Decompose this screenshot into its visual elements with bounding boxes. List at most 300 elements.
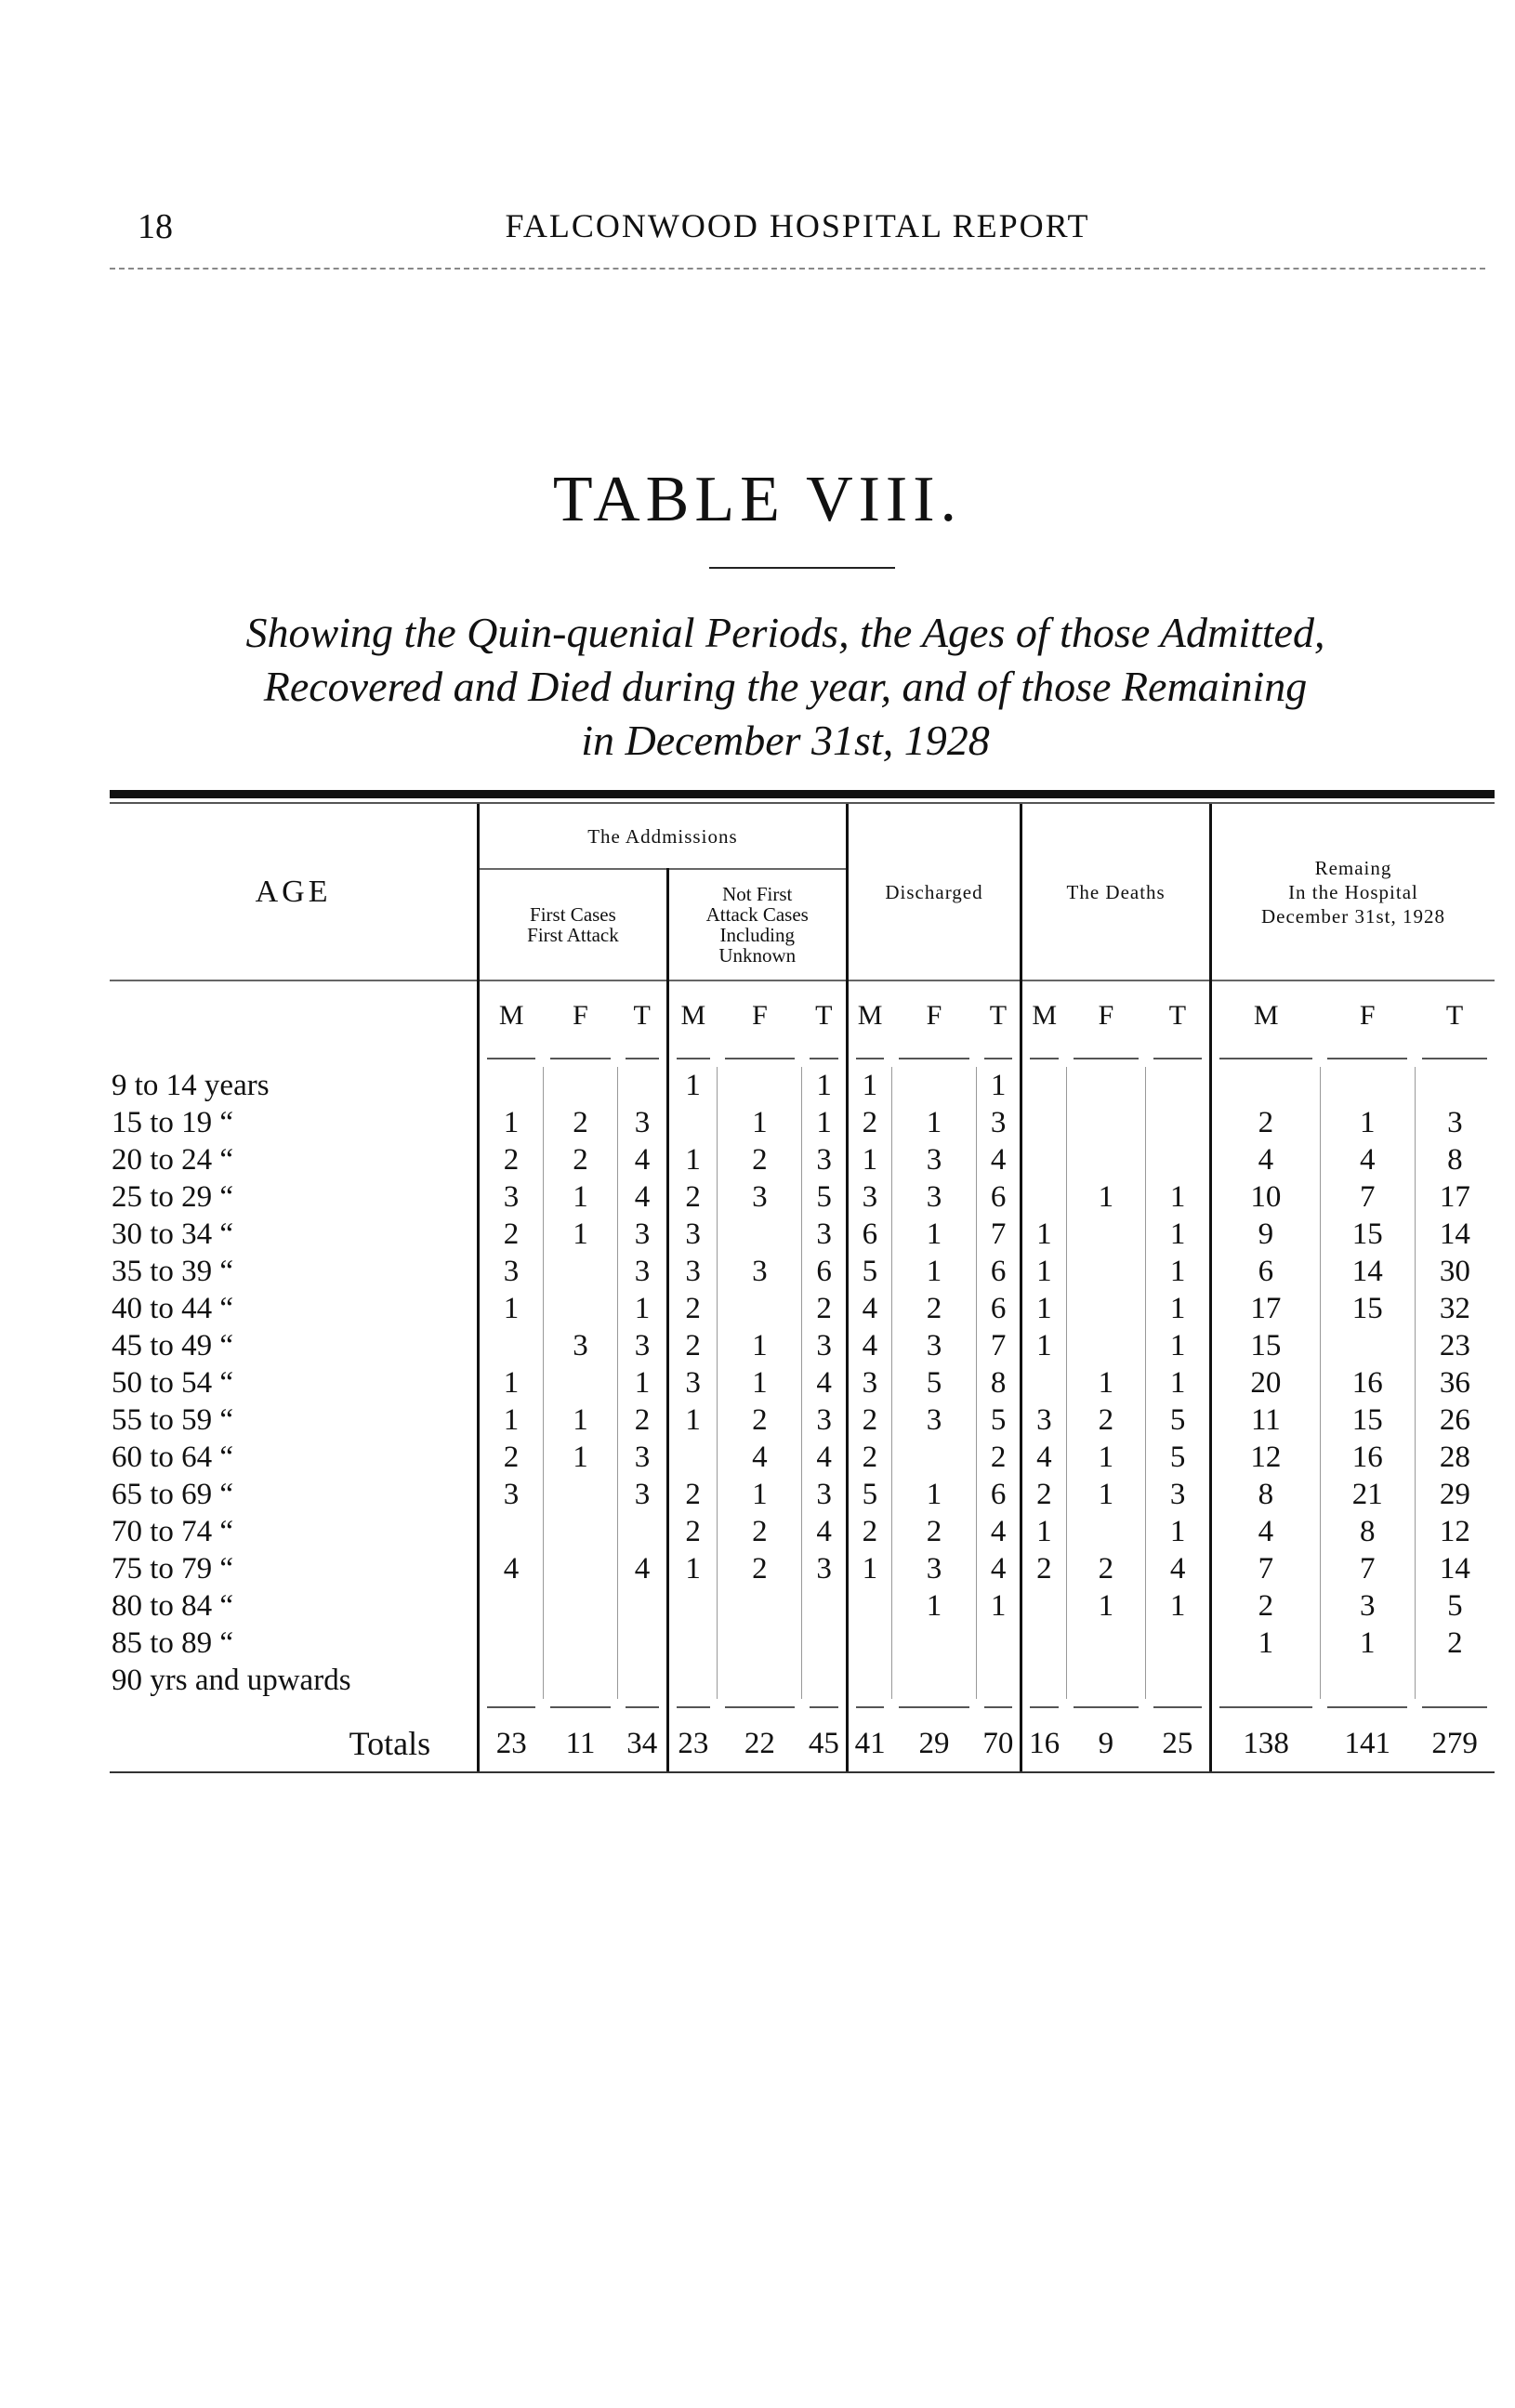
mft-label: T <box>618 980 668 1050</box>
count-cell: 1 <box>1066 1587 1146 1625</box>
count-cell <box>1021 1587 1066 1625</box>
dash <box>977 1050 1021 1067</box>
age-group-cell: 75 to 79 “ <box>112 1552 234 1586</box>
first-cases-header-line: First Attack <box>527 924 619 946</box>
count-cell <box>1066 1104 1146 1141</box>
dash <box>1210 1050 1320 1067</box>
count-cell: 9 <box>1210 1216 1320 1253</box>
total-cell: 25 <box>1162 1727 1193 1760</box>
count-cell <box>479 1625 544 1662</box>
count-cell <box>802 1662 847 1699</box>
count-cell: 28 <box>1415 1439 1495 1476</box>
count-cell: 1 <box>1021 1216 1066 1253</box>
count-cell: 3 <box>802 1141 847 1178</box>
count-cell: 1 <box>543 1178 617 1216</box>
page-number: 18 <box>138 207 173 246</box>
count-cell <box>667 1104 718 1141</box>
caption-line: Recovered and Died during the year, and of those Remaining <box>263 663 1308 710</box>
total-cell: 34 <box>626 1727 658 1760</box>
count-cell: 3 <box>802 1327 847 1364</box>
count-cell: 6 <box>1210 1253 1320 1290</box>
count-cell <box>1021 1067 1066 1104</box>
total-cell: 22 <box>744 1727 775 1760</box>
mft-label: T <box>1415 980 1495 1050</box>
count-cell: 1 <box>847 1141 891 1178</box>
dash <box>543 1699 617 1716</box>
count-cell: 2 <box>847 1439 891 1476</box>
count-cell: 4 <box>479 1550 544 1587</box>
table-row <box>110 1104 1495 1141</box>
age-group-cell: 90 yrs and upwards <box>112 1664 351 1697</box>
mft-label: T <box>977 980 1021 1050</box>
count-cell: 5 <box>847 1476 891 1513</box>
count-cell <box>802 1587 847 1625</box>
count-cell: 2 <box>667 1178 718 1216</box>
table-row <box>110 1439 1495 1476</box>
count-cell: 1 <box>1021 1290 1066 1327</box>
age-group-cell: 50 to 54 “ <box>112 1366 234 1400</box>
header-dash-row <box>110 1050 1495 1067</box>
dash <box>543 1050 617 1067</box>
admissions-header: The Addmissions <box>479 804 848 869</box>
count-cell: 2 <box>1066 1550 1146 1587</box>
count-cell <box>543 1067 617 1104</box>
dash <box>667 1050 718 1067</box>
count-cell <box>718 1625 802 1662</box>
count-cell <box>1320 1327 1415 1364</box>
count-cell: 6 <box>847 1216 891 1253</box>
count-cell: 3 <box>479 1253 544 1290</box>
mft-label: M <box>479 980 544 1050</box>
count-cell: 2 <box>1021 1476 1066 1513</box>
count-cell: 4 <box>977 1513 1021 1550</box>
dash <box>802 1699 847 1716</box>
count-cell: 1 <box>1066 1364 1146 1401</box>
running-head: FALCONWOOD HOSPITAL REPORT <box>505 207 1090 244</box>
count-cell: 1 <box>718 1476 802 1513</box>
count-cell <box>847 1625 891 1662</box>
count-cell: 4 <box>1021 1439 1066 1476</box>
count-cell: 1 <box>1146 1290 1211 1327</box>
total-cell: 16 <box>1021 1716 1066 1771</box>
count-cell: 2 <box>1066 1401 1146 1439</box>
mft-label: M <box>847 980 891 1050</box>
count-cell: 1 <box>1066 1439 1146 1476</box>
count-cell: 1 <box>1210 1625 1320 1662</box>
age-group-cell: 40 to 44 “ <box>112 1292 234 1325</box>
count-cell: 2 <box>1210 1587 1320 1625</box>
count-cell: 3 <box>667 1216 718 1253</box>
count-cell: 2 <box>667 1513 718 1550</box>
count-cell: 6 <box>802 1253 847 1290</box>
table-row <box>110 1662 1495 1699</box>
count-cell: 1 <box>1320 1625 1415 1662</box>
mft-label: M <box>667 980 718 1050</box>
count-cell: 3 <box>847 1178 891 1216</box>
count-cell <box>618 1513 668 1550</box>
count-cell <box>891 1662 976 1699</box>
count-cell <box>667 1587 718 1625</box>
count-cell: 4 <box>802 1364 847 1401</box>
deaths-header: The Deaths <box>1021 804 1211 980</box>
count-cell: 4 <box>1210 1141 1320 1178</box>
count-cell: 3 <box>543 1327 617 1364</box>
mft-label: M <box>1210 980 1320 1050</box>
total-cell: 41 <box>847 1716 891 1771</box>
header-divider <box>110 268 1485 270</box>
count-cell <box>1066 1625 1146 1662</box>
count-cell <box>479 1587 544 1625</box>
count-cell: 3 <box>802 1550 847 1587</box>
mft-label: T <box>1146 980 1211 1050</box>
table-row <box>110 1587 1495 1625</box>
total-cell: 70 <box>982 1727 1014 1760</box>
count-cell: 1 <box>543 1401 617 1439</box>
total-cell: 29 <box>918 1727 950 1760</box>
age-group-cell: 55 to 59 “ <box>112 1403 234 1437</box>
mft-label: M <box>1021 980 1066 1050</box>
count-cell: 3 <box>891 1401 976 1439</box>
count-cell <box>891 1439 976 1476</box>
count-cell: 1 <box>543 1216 617 1253</box>
count-cell: 2 <box>847 1401 891 1439</box>
table-row <box>110 1141 1495 1178</box>
count-cell: 1 <box>667 1141 718 1178</box>
total-cell: 279 <box>1431 1727 1478 1760</box>
count-cell: 5 <box>1146 1401 1211 1439</box>
count-cell: 1 <box>802 1104 847 1141</box>
count-cell: 5 <box>977 1401 1021 1439</box>
total-cell: 23 <box>479 1716 544 1771</box>
count-cell: 2 <box>718 1513 802 1550</box>
count-cell: 1 <box>667 1067 718 1104</box>
count-cell <box>543 1550 617 1587</box>
count-cell: 3 <box>618 1104 668 1141</box>
count-cell <box>977 1625 1021 1662</box>
count-cell: 4 <box>977 1141 1021 1178</box>
count-cell <box>1066 1513 1146 1550</box>
count-cell: 1 <box>718 1364 802 1401</box>
count-cell <box>1146 1067 1211 1104</box>
count-cell: 1 <box>1066 1178 1146 1216</box>
mft-header-row <box>110 980 1495 1050</box>
dash <box>891 1050 976 1067</box>
count-cell: 26 <box>1415 1401 1495 1439</box>
count-cell: 4 <box>977 1550 1021 1587</box>
table-row <box>110 1476 1495 1513</box>
count-cell: 2 <box>847 1513 891 1550</box>
count-cell: 4 <box>618 1141 668 1178</box>
dash <box>1146 1050 1211 1067</box>
count-cell <box>718 1290 802 1327</box>
count-cell: 3 <box>479 1178 544 1216</box>
count-cell <box>1066 1662 1146 1699</box>
count-cell: 15 <box>1320 1401 1415 1439</box>
count-cell: 2 <box>667 1476 718 1513</box>
count-cell: 1 <box>1146 1178 1211 1216</box>
count-cell <box>1146 1141 1211 1178</box>
dash <box>718 1699 802 1716</box>
dash <box>1210 1699 1320 1716</box>
statistics-table-container <box>110 790 1495 1773</box>
count-cell <box>1146 1625 1211 1662</box>
count-cell: 2 <box>618 1401 668 1439</box>
table-row <box>110 1216 1495 1253</box>
count-cell: 5 <box>1415 1587 1495 1625</box>
count-cell: 15 <box>1320 1290 1415 1327</box>
count-cell: 1 <box>1021 1513 1066 1550</box>
table-row <box>110 1625 1495 1662</box>
count-cell <box>667 1662 718 1699</box>
table-row <box>110 1327 1495 1364</box>
count-cell: 1 <box>543 1439 617 1476</box>
count-cell: 4 <box>802 1513 847 1550</box>
dash <box>718 1050 802 1067</box>
count-cell: 2 <box>1415 1625 1495 1662</box>
count-cell: 3 <box>479 1476 544 1513</box>
totals-dash-row <box>110 1699 1495 1716</box>
count-cell: 3 <box>618 1216 668 1253</box>
count-cell: 2 <box>977 1439 1021 1476</box>
count-cell: 6 <box>977 1253 1021 1290</box>
count-cell: 1 <box>1146 1327 1211 1364</box>
count-cell: 6 <box>977 1290 1021 1327</box>
count-cell: 4 <box>618 1178 668 1216</box>
age-group-cell: 70 to 74 “ <box>112 1515 234 1548</box>
count-cell <box>1066 1290 1146 1327</box>
count-cell <box>1066 1216 1146 1253</box>
not-first-header-line: Attack Cases <box>705 903 809 926</box>
count-cell: 1 <box>718 1104 802 1141</box>
not-first-header-line: Including <box>719 924 795 946</box>
first-cases-header-line: First Cases <box>530 903 616 926</box>
count-cell: 7 <box>977 1216 1021 1253</box>
count-cell: 3 <box>802 1476 847 1513</box>
count-cell <box>1066 1327 1146 1364</box>
mft-label: F <box>891 980 976 1050</box>
count-cell: 1 <box>1320 1104 1415 1141</box>
count-cell: 21 <box>1320 1476 1415 1513</box>
count-cell <box>479 1327 544 1364</box>
count-cell <box>847 1587 891 1625</box>
count-cell <box>618 1625 668 1662</box>
count-cell <box>479 1513 544 1550</box>
dash-blank <box>110 1699 479 1716</box>
count-cell: 16 <box>1320 1439 1415 1476</box>
total-cell: 45 <box>808 1727 839 1760</box>
age-group-cell: 85 to 89 “ <box>112 1626 234 1660</box>
count-cell <box>543 1662 617 1699</box>
count-cell <box>718 1587 802 1625</box>
count-cell <box>1415 1067 1495 1104</box>
count-cell: 1 <box>891 1104 976 1141</box>
count-cell: 5 <box>891 1364 976 1401</box>
total-cell: 9 <box>1098 1727 1114 1760</box>
count-cell: 14 <box>1320 1253 1415 1290</box>
mft-label: F <box>718 980 802 1050</box>
count-cell <box>543 1587 617 1625</box>
dash <box>802 1050 847 1067</box>
count-cell <box>891 1067 976 1104</box>
count-cell: 3 <box>718 1253 802 1290</box>
count-cell: 17 <box>1415 1178 1495 1216</box>
count-cell: 2 <box>718 1141 802 1178</box>
count-cell: 2 <box>718 1401 802 1439</box>
count-cell <box>543 1625 617 1662</box>
total-cell: 138 <box>1210 1716 1320 1771</box>
total-cell: 141 <box>1344 1727 1391 1760</box>
count-cell: 8 <box>1210 1476 1320 1513</box>
age-group-cell: 65 to 69 “ <box>112 1478 234 1511</box>
count-cell: 3 <box>891 1141 976 1178</box>
count-cell: 1 <box>618 1290 668 1327</box>
dash <box>1021 1050 1066 1067</box>
statistics-table <box>110 804 1495 1771</box>
count-cell: 7 <box>977 1327 1021 1364</box>
count-cell <box>618 1587 668 1625</box>
count-cell <box>1021 1662 1066 1699</box>
mft-label: F <box>543 980 617 1050</box>
count-cell: 1 <box>847 1550 891 1587</box>
count-cell: 5 <box>802 1178 847 1216</box>
remaining-header-line: Remaing <box>1314 856 1392 879</box>
count-cell <box>1021 1104 1066 1141</box>
count-cell: 2 <box>667 1290 718 1327</box>
count-cell <box>667 1439 718 1476</box>
count-cell <box>543 1364 617 1401</box>
count-cell <box>1320 1662 1415 1699</box>
count-cell: 10 <box>1210 1178 1320 1216</box>
count-cell: 2 <box>891 1290 976 1327</box>
count-cell: 1 <box>1146 1587 1211 1625</box>
count-cell <box>1021 1364 1066 1401</box>
table-row <box>110 1253 1495 1290</box>
dash <box>667 1699 718 1716</box>
count-cell: 2 <box>479 1141 544 1178</box>
count-cell <box>1210 1662 1320 1699</box>
count-cell: 17 <box>1210 1290 1320 1327</box>
dash <box>847 1699 891 1716</box>
count-cell: 3 <box>891 1178 976 1216</box>
count-cell <box>1146 1104 1211 1141</box>
count-cell: 3 <box>891 1327 976 1364</box>
count-cell: 2 <box>802 1290 847 1327</box>
count-cell: 2 <box>1021 1550 1066 1587</box>
count-cell: 29 <box>1415 1476 1495 1513</box>
count-cell: 2 <box>891 1513 976 1550</box>
count-cell: 1 <box>667 1550 718 1587</box>
count-cell <box>1066 1141 1146 1178</box>
count-cell: 1 <box>718 1327 802 1364</box>
count-cell <box>543 1253 617 1290</box>
count-cell: 4 <box>718 1439 802 1476</box>
count-cell: 1 <box>1021 1327 1066 1364</box>
count-cell: 5 <box>1146 1439 1211 1476</box>
dash <box>479 1050 544 1067</box>
dash <box>977 1699 1021 1716</box>
title-divider <box>709 567 895 569</box>
count-cell: 1 <box>479 1290 544 1327</box>
count-cell: 1 <box>847 1067 891 1104</box>
count-cell: 16 <box>1320 1364 1415 1401</box>
count-cell <box>891 1625 976 1662</box>
count-cell: 2 <box>479 1216 544 1253</box>
count-cell: 3 <box>977 1104 1021 1141</box>
not-first-attack-header <box>667 869 847 980</box>
page-header <box>110 206 1485 271</box>
table-title: TABLE VIII. <box>552 464 963 535</box>
count-cell: 3 <box>618 1439 668 1476</box>
table-top-rule <box>110 790 1495 798</box>
count-cell <box>1066 1067 1146 1104</box>
count-cell: 3 <box>618 1327 668 1364</box>
count-cell <box>1021 1141 1066 1178</box>
count-cell: 4 <box>802 1439 847 1476</box>
mft-label: T <box>802 980 847 1050</box>
count-cell: 2 <box>1210 1104 1320 1141</box>
count-cell <box>718 1067 802 1104</box>
table-row <box>110 1364 1495 1401</box>
count-cell <box>479 1067 544 1104</box>
count-cell <box>543 1513 617 1550</box>
dash <box>618 1699 668 1716</box>
total-cell: 23 <box>667 1716 718 1771</box>
count-cell: 3 <box>667 1364 718 1401</box>
age-group-cell: 20 to 24 “ <box>112 1143 234 1177</box>
count-cell: 1 <box>1021 1253 1066 1290</box>
count-cell: 20 <box>1210 1364 1320 1401</box>
count-cell: 1 <box>977 1587 1021 1625</box>
count-cell: 7 <box>1210 1550 1320 1587</box>
age-group-cell: 9 to 14 years <box>112 1069 270 1102</box>
count-cell: 2 <box>543 1141 617 1178</box>
count-cell: 3 <box>1415 1104 1495 1141</box>
count-cell: 1 <box>1146 1253 1211 1290</box>
count-cell: 4 <box>847 1290 891 1327</box>
table-row <box>110 1290 1495 1327</box>
count-cell: 6 <box>977 1476 1021 1513</box>
dash <box>1021 1699 1066 1716</box>
count-cell: 4 <box>618 1550 668 1587</box>
count-cell <box>618 1662 668 1699</box>
remaining-header-line: In the Hospital <box>1288 880 1418 903</box>
caption-line: Showing the Quin-quenial Periods, the Ages of those Admitted, <box>245 609 1325 656</box>
count-cell: 3 <box>891 1550 976 1587</box>
count-cell <box>1066 1253 1146 1290</box>
age-column-header: AGE <box>255 874 332 909</box>
count-cell <box>1210 1067 1320 1104</box>
dash <box>479 1699 544 1716</box>
count-cell <box>847 1662 891 1699</box>
count-cell <box>1146 1662 1211 1699</box>
count-cell: 32 <box>1415 1290 1495 1327</box>
count-cell: 14 <box>1415 1550 1495 1587</box>
remaining-header-line: December 31st, 1928 <box>1260 904 1445 928</box>
dash <box>1066 1050 1146 1067</box>
count-cell: 3 <box>1146 1476 1211 1513</box>
count-cell <box>667 1625 718 1662</box>
totals-label: Totals <box>349 1725 431 1762</box>
dash-blank <box>110 1050 479 1067</box>
discharged-header: Discharged <box>847 804 1021 980</box>
count-cell: 2 <box>479 1439 544 1476</box>
count-cell: 1 <box>1066 1476 1146 1513</box>
count-cell: 4 <box>847 1327 891 1364</box>
dash <box>618 1050 668 1067</box>
count-cell <box>977 1662 1021 1699</box>
count-cell: 8 <box>977 1364 1021 1401</box>
not-first-header-line: Unknown <box>718 944 797 967</box>
